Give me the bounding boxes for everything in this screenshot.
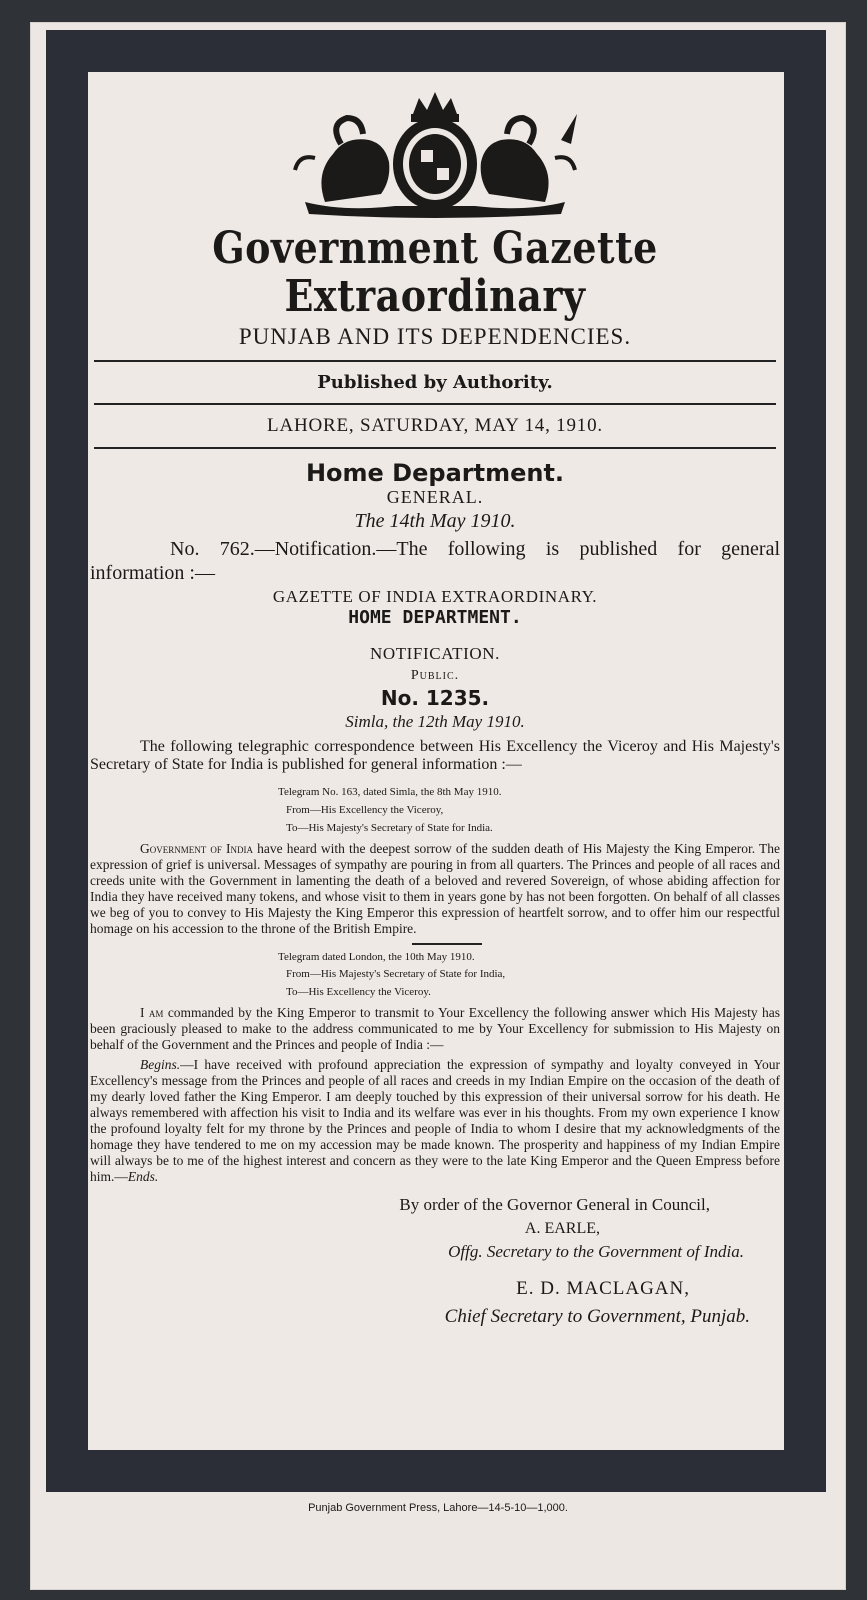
telegram-2-header (278, 949, 780, 1002)
intro-paragraph: The following telegraphic correspondence between His Excellency the Viceroy and His Majesty's Secretary of State for India is published for general information :— (90, 737, 780, 773)
dateline: LAHORE, SATURDAY, MAY 14, 1910. (267, 414, 603, 436)
telegram-2-to: To—His Excellency the Viceroy. (286, 985, 431, 998)
gazette-sheet (30, 22, 846, 1590)
general-label: GENERAL. (386, 486, 484, 507)
telegram-2-body (90, 1005, 780, 1053)
telegram-1-from: From—His Excellency the Viceroy, (286, 803, 444, 816)
gazette-subtitle: PUNJAB AND ITS DEPENDENCIES. (238, 323, 632, 349)
telegram-1-text: have heard with the deepest sorrow of the sudden death of His Majesty the King Emperor. The expression of grief is universal. Messages of sympathy are pouring in from all quarters. The Princes and people of all races and creeds unite with the Government in lamenting the death of a beloved and revered Sovereign, of whose abiding affection for India they have received many tokens, and whose visit to them in years gone by has not been forgotten. On behalf of all classes we beg of you to convey to His Majesty the King Emperor this expression of heartfelt sorrow, and to offer him our respectful homage on his accession to the throne of the British Empire. (90, 841, 781, 936)
notification-date: The 14th May 1910. (354, 509, 516, 532)
telegram-1-header (278, 784, 780, 837)
published-by-authority: Published by Authority. (317, 371, 553, 393)
begins-label: Begins. (140, 1057, 181, 1073)
signatory-1-name: A. EARLE, (524, 1220, 600, 1238)
signatory-2-title: Chief Secretary to Government, Punjab. (444, 1305, 750, 1327)
ends-label: Ends. (127, 1168, 159, 1184)
divider (94, 403, 776, 405)
telegram-1-to: To—His Majesty's Secretary of State for India. (286, 821, 493, 834)
department-heading: Home Department. (305, 458, 565, 487)
royal-coat-of-arms-icon (285, 84, 585, 224)
home-department-title: HOME DEPARTMENT. (348, 606, 522, 628)
signatory-1-title: Offg. Secretary to the Government of India. (448, 1242, 744, 1262)
telegram-1-body (90, 841, 780, 937)
divider (94, 447, 776, 449)
notification-heading: NOTIFICATION. (369, 643, 501, 663)
short-divider (412, 943, 482, 945)
telegram-1-dateline: Telegram No. 163, dated Simla, the 8th May 1910. (278, 786, 502, 799)
telegram-2-lead: I am (140, 1005, 164, 1021)
gazette-content (90, 74, 780, 1450)
gazette-title: Government Gazette Extraordinary (212, 221, 658, 322)
public-label: Public. (410, 667, 460, 683)
royal-message (90, 1057, 780, 1184)
gazette-of-india-title: GAZETTE OF INDIA EXTRAORDINARY. (272, 586, 598, 606)
telegram-2-text: commanded by the King Emperor to transmit to Your Excellency the following answer which His Majesty has been graciously pleased to make to the address communicated to me by Your Excellency for submission to His Majesty on behalf of the Government and the Princes and people of India :— (90, 1005, 781, 1053)
notification-intro: No. 762.—Notification.—The following is published for general information :— (90, 537, 780, 584)
place-date: Simla, the 12th May 1910. (345, 711, 525, 731)
telegram-2-dateline: Telegram dated London, the 10th May 1910. (278, 950, 475, 963)
signature-block (90, 1193, 780, 1331)
divider (94, 360, 776, 362)
telegram-2-from: From—His Majesty's Secretary of State for India, (286, 968, 506, 981)
press-imprint: Punjab Government Press, Lahore—14-5-10—1,000. (308, 1502, 568, 1514)
signatory-2-name: E. D. MACLAGAN, (516, 1278, 690, 1300)
notification-number: No. 1235. (380, 685, 490, 710)
royal-message-text: —I have received with profound appreciation the expression of sympathy and loyalty conveyed in Your Excellency's message from the Princes and people of all races and creeds in my Indian Empire on the occasion of the death of my dearly loved father the King Emperor. I am deeply touched by this expression of their universal sorrow for his death. He always remembered with affection his visit to India and its welfare was ever in his thoughts. From my own experience I know the profound loyalty felt for my throne by the Princes and people of India to whom I desire that my acknowledgments of the homage they have tendered to me on my accession may be made known. The prosperity and happiness of my Indian Empire will always be to me of the highest interest and concern as they were to the late King Emperor and the Queen Empress before him.— (90, 1057, 780, 1184)
telegram-1-lead: Government of India (140, 841, 254, 857)
by-order-line: By order of the Governor General in Council, (399, 1194, 710, 1214)
